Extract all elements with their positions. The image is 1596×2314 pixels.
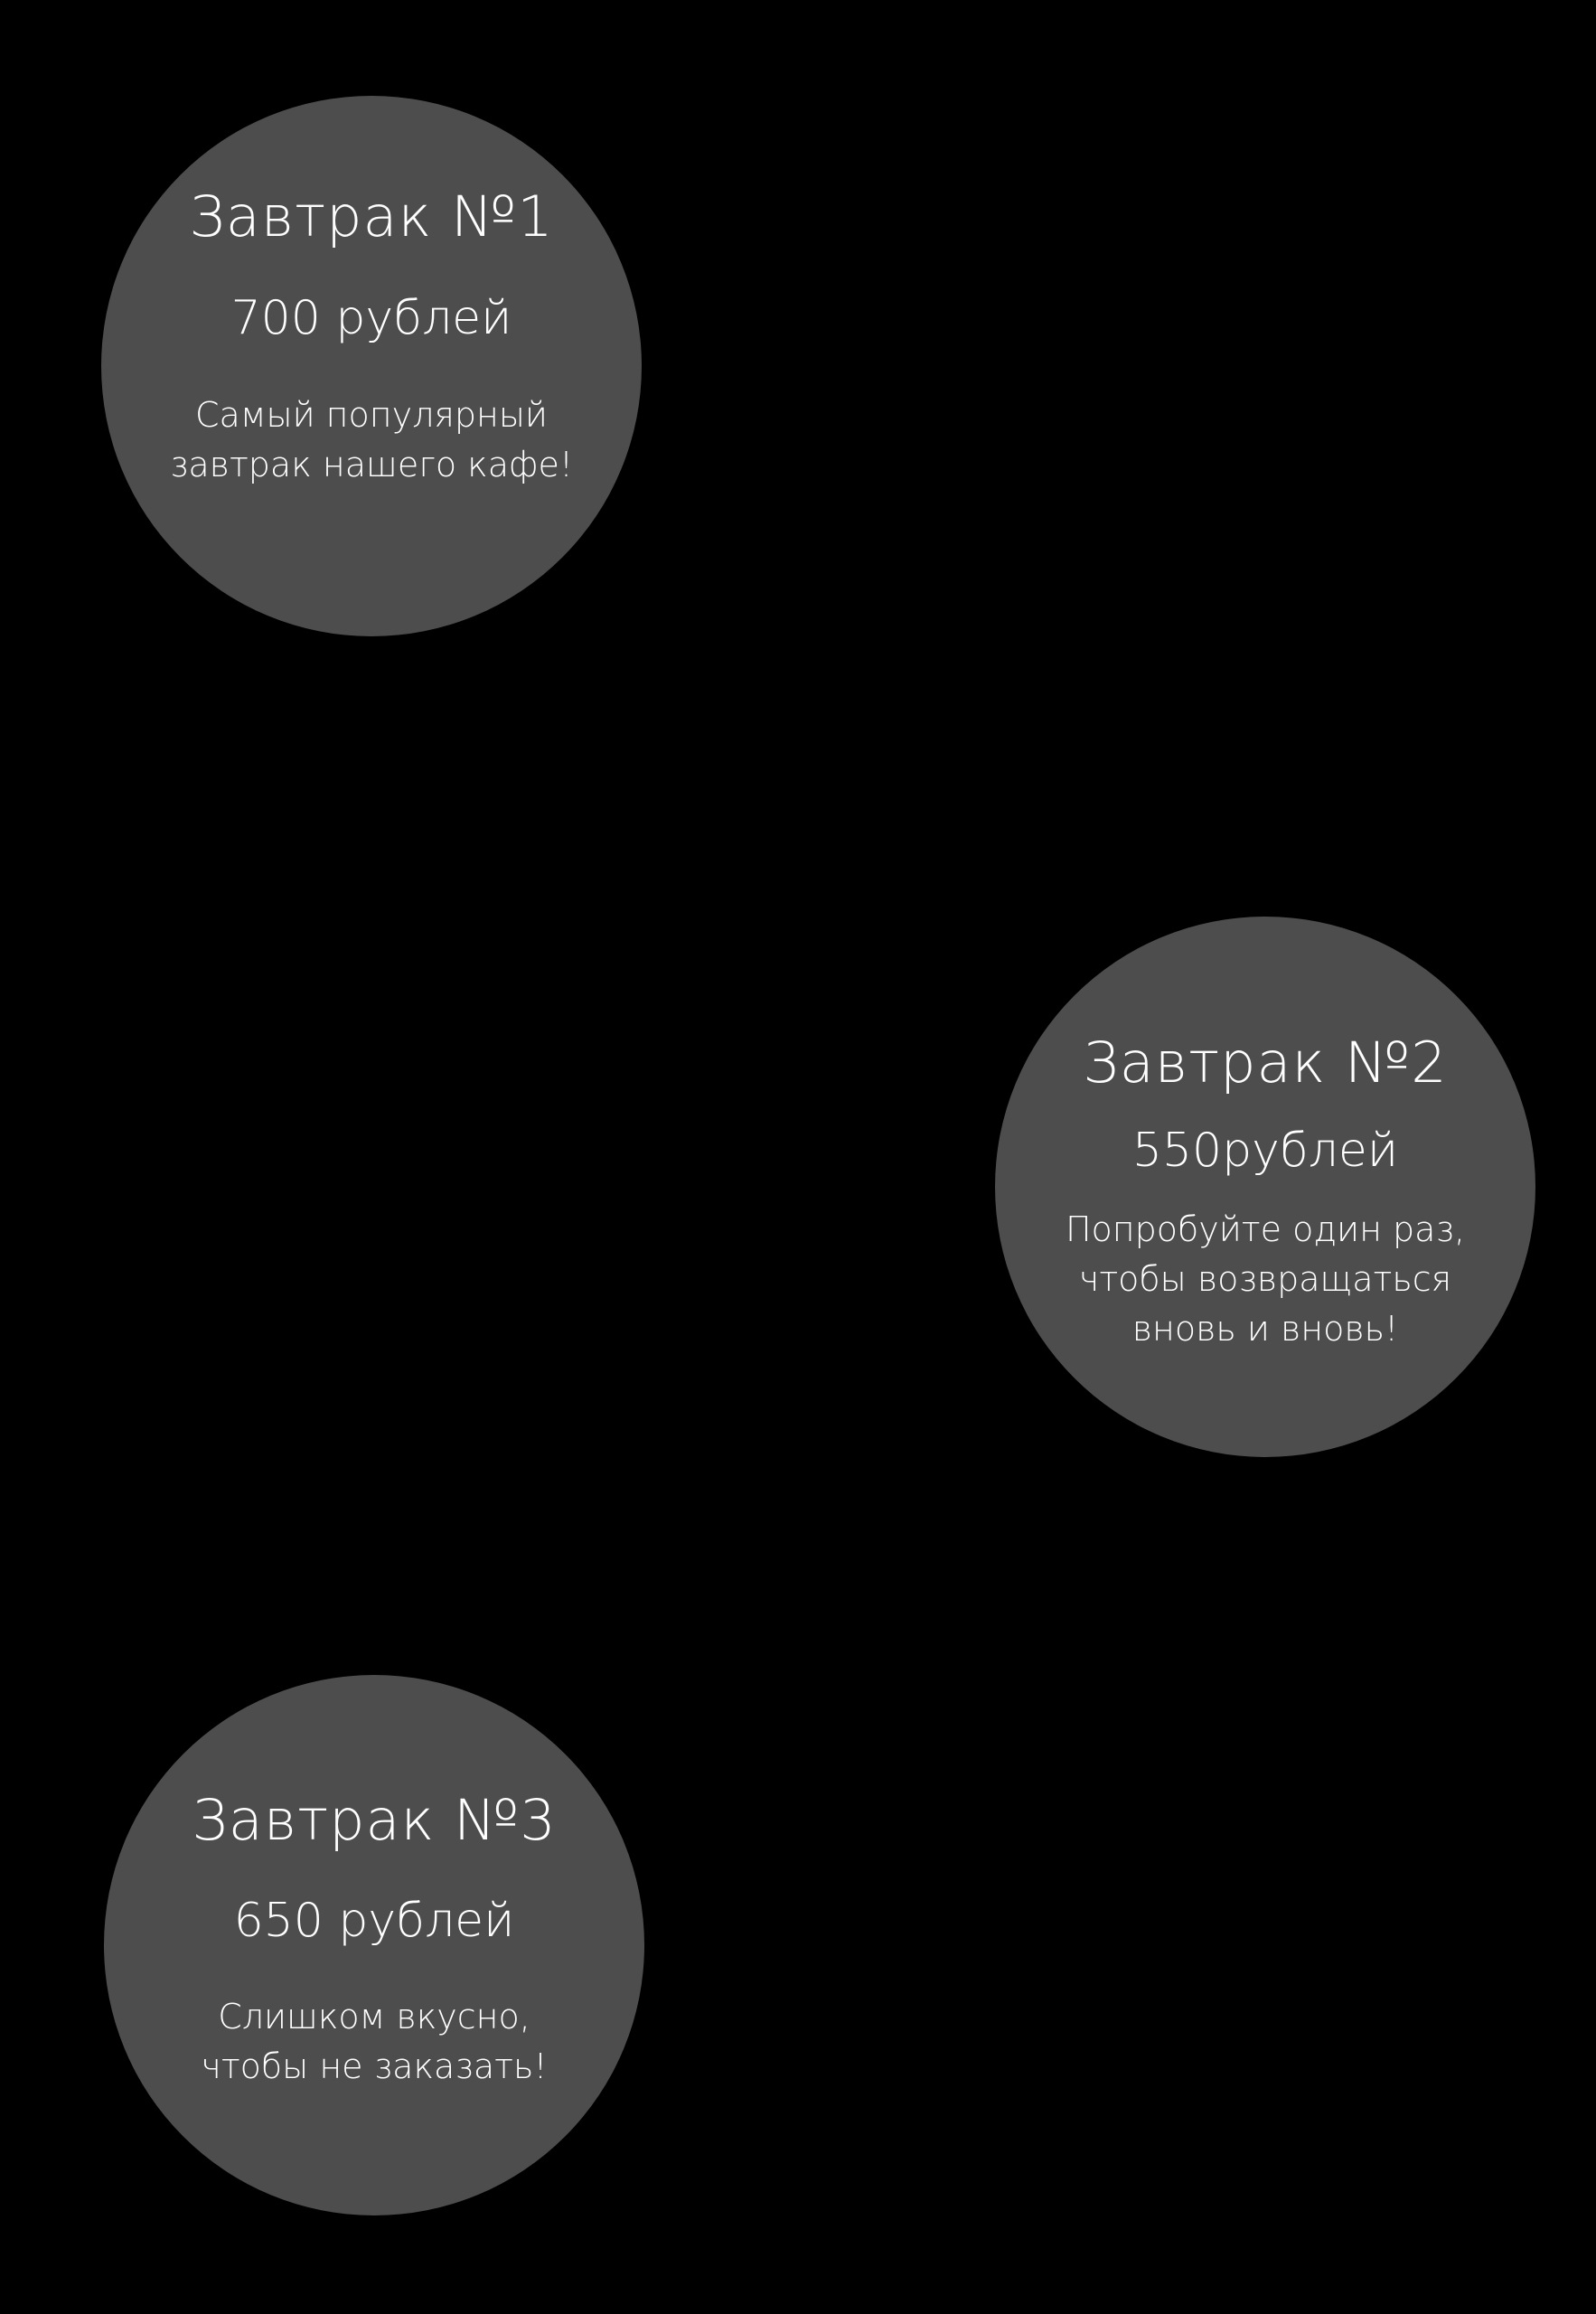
breakfast-2-description-line: Попробуйте один раз, (1065, 1209, 1466, 1249)
breakfast-2-description (995, 1205, 1535, 1354)
breakfast-3-title: Завтрак №3 (192, 1787, 557, 1853)
breakfast-1-price: 700 рублей (230, 291, 512, 345)
breakfast-3-description (104, 1992, 644, 2092)
breakfast-card-2 (995, 917, 1535, 1457)
breakfast-1-title: Завтрак №1 (189, 183, 554, 249)
breakfast-2-price: 550рублей (1131, 1124, 1399, 1178)
breakfast-card-1 (101, 96, 642, 636)
breakfast-1-description (101, 390, 642, 490)
breakfast-2-description-line: чтобы возвращаться (1078, 1259, 1452, 1299)
breakfast-3-price: 650 рублей (233, 1894, 515, 1948)
breakfast-1-description-line: Самый популярный (195, 395, 548, 435)
breakfast-2-title: Завтрак №2 (1083, 1030, 1448, 1096)
breakfast-card-3 (104, 1675, 644, 2215)
breakfast-2-description-line: вновь и вновь! (1131, 1309, 1399, 1349)
breakfast-1-description-line: завтрак нашего кафе! (169, 445, 574, 484)
breakfast-3-description-line: чтобы не заказать! (201, 2046, 548, 2086)
breakfast-3-description-line: Слишком вкусно, (218, 1997, 530, 2037)
